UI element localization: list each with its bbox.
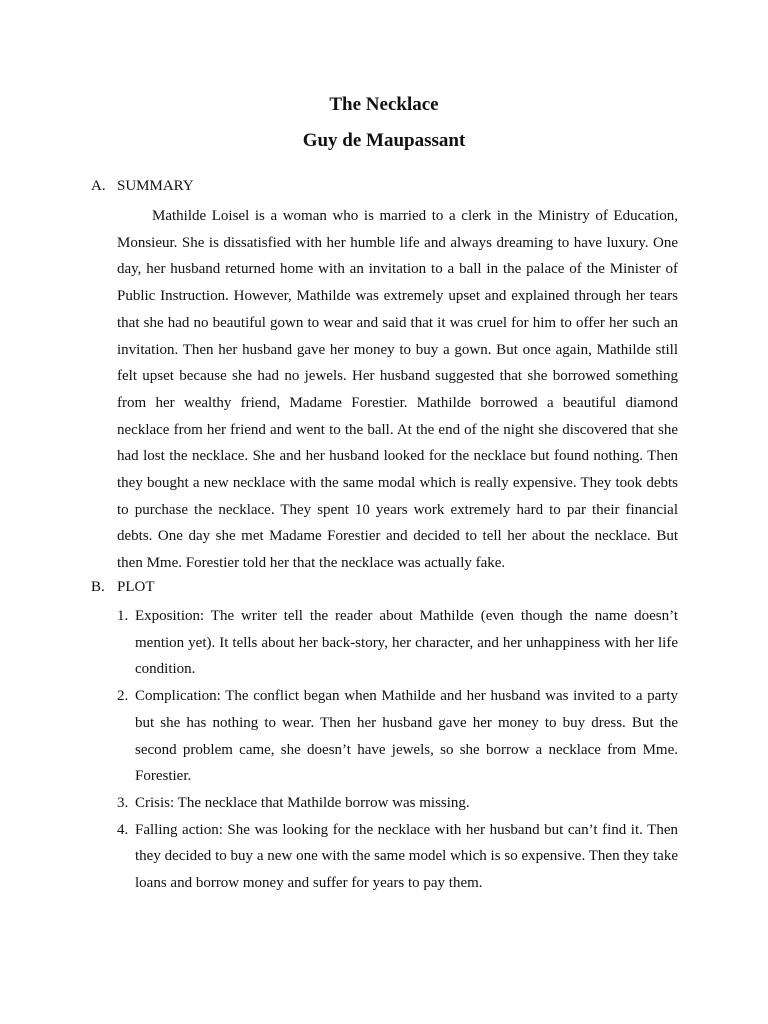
plot-item-complication bbox=[117, 683, 678, 790]
section-title: SUMMARY bbox=[117, 178, 194, 194]
section-title: PLOT bbox=[117, 579, 155, 595]
plot-item-text: Complication: The conflict began when Mathilde and her husband was invited to a party but she has nothing to wear. Then her husband gave her money to buy dress. But the second problem came, she doesn’t have jewels, so she borrow a necklace from Mme. Forestier. bbox=[135, 688, 678, 785]
list-number: 4. bbox=[117, 821, 129, 838]
list-number: 2. bbox=[117, 688, 129, 705]
list-number: 1. bbox=[117, 608, 129, 624]
summary-paragraph: Mathilde Loisel is a woman who is married to a clerk in the Ministry of Education, Monsieur. She is dissatisfied with her humble life and always dreaming to have luxury. One day, her husband returned home with an invitation to a ball in the palace of the Minister of Public Instruction. However, Mathilde was extremely upset and explained through her tears that she had no beautiful gown to wear and said that it was cruel for him to offer her such an invitation. Then her husband gave her money to buy a gown. But once again, Mathilde still felt upset because she had no jewels. Her husband suggested that she borrowed something from her wealthy friend, Madame Forestier. Mathilde borrowed a beautiful diamond necklace from her friend and went to the ball. At the end of the night she discovered that she had lost the necklace. She and her husband looked for the necklace but found nothing. Then they bought a new necklace with the same modal which is really expensive. They took debts to purchase the necklace. They spent 10 years work extremely hard to par their financial debts. One day she met Madame Forestier and decided to tell her about the necklace. But then Mme. Forestier told her that the necklace was actually fake. bbox=[117, 208, 678, 572]
document-title: The Necklace bbox=[329, 94, 439, 115]
plot-item-text: Exposition: The writer tell the reader about Mathilde (even though the name doesn’t mention yet). It tells about her back-story, her character, and her unhappiness with her life condition. bbox=[135, 608, 678, 678]
plot-item-falling-action bbox=[117, 817, 678, 897]
plot-item-text: Falling action: She was looking for the necklace with her husband but can’t find it. Then they decided to buy a new one with the same model which is so expensive. Then they take loans and borrow money and suffer for years to pay them. bbox=[135, 821, 678, 892]
plot-item-exposition bbox=[117, 603, 678, 683]
section-letter: A. bbox=[91, 178, 106, 194]
document-author: Guy de Maupassant bbox=[302, 130, 466, 151]
section-heading-summary bbox=[91, 176, 194, 196]
plot-list bbox=[117, 603, 678, 897]
section-letter: B. bbox=[91, 579, 105, 595]
list-number: 3. bbox=[117, 794, 129, 811]
section-heading-plot bbox=[91, 577, 155, 597]
plot-item-text: Crisis: The necklace that Mathilde borrow was missing. bbox=[135, 794, 470, 811]
plot-item-crisis bbox=[117, 790, 678, 817]
